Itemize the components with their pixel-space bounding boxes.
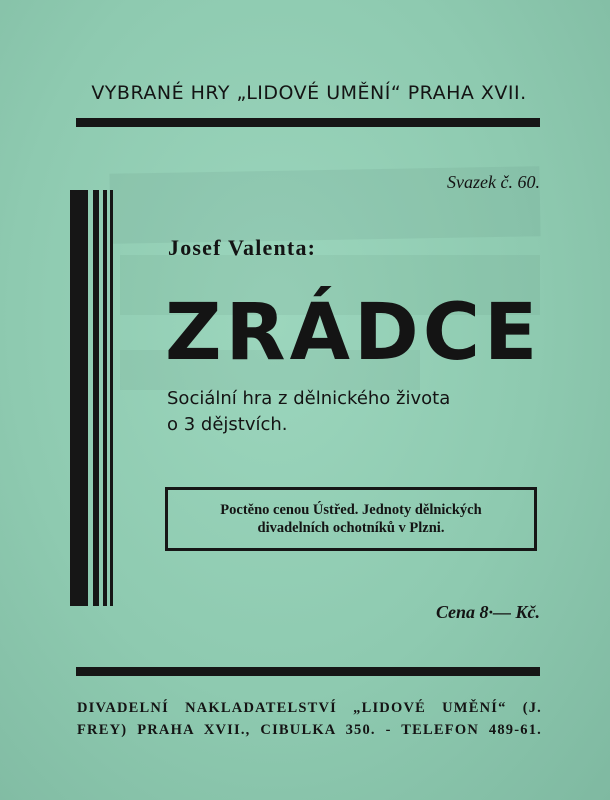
volume-number: Svazek č. 60.	[447, 172, 540, 192]
subtitle	[167, 386, 450, 438]
top-rule	[76, 118, 540, 127]
bottom-rule	[76, 667, 540, 676]
publisher-imprint	[77, 697, 542, 741]
book-title: ZRÁDCE	[165, 288, 542, 378]
award-line: divadelních ochotníků v Plzni.	[257, 520, 445, 536]
publisher-line: FREY) PRAHA XVII., CIBULKA 350. - TELEFON 489-61.	[77, 722, 542, 738]
vertical-bar	[93, 190, 99, 606]
award-line: Poctěno cenou Ústřed. Jednoty dělnických	[220, 502, 482, 518]
author-name: Josef Valenta:	[168, 235, 317, 260]
publisher-line: DIVADELNÍ NAKLADATELSTVÍ „LIDOVÉ UMĚNÍ“ (J.	[77, 700, 542, 716]
price: Cena 8·— Kč.	[435, 602, 540, 622]
vertical-bar	[70, 190, 88, 606]
series-title: VYBRANÉ HRY „LIDOVÉ UMĚNÍ“ PRAHA XVII.	[91, 82, 527, 104]
subtitle-line: Sociální hra z dělnického života	[167, 388, 451, 409]
vertical-bar	[110, 190, 113, 606]
vertical-bar	[103, 190, 107, 606]
subtitle-line: o 3 dějstvích.	[167, 414, 288, 435]
award-box	[165, 487, 537, 551]
